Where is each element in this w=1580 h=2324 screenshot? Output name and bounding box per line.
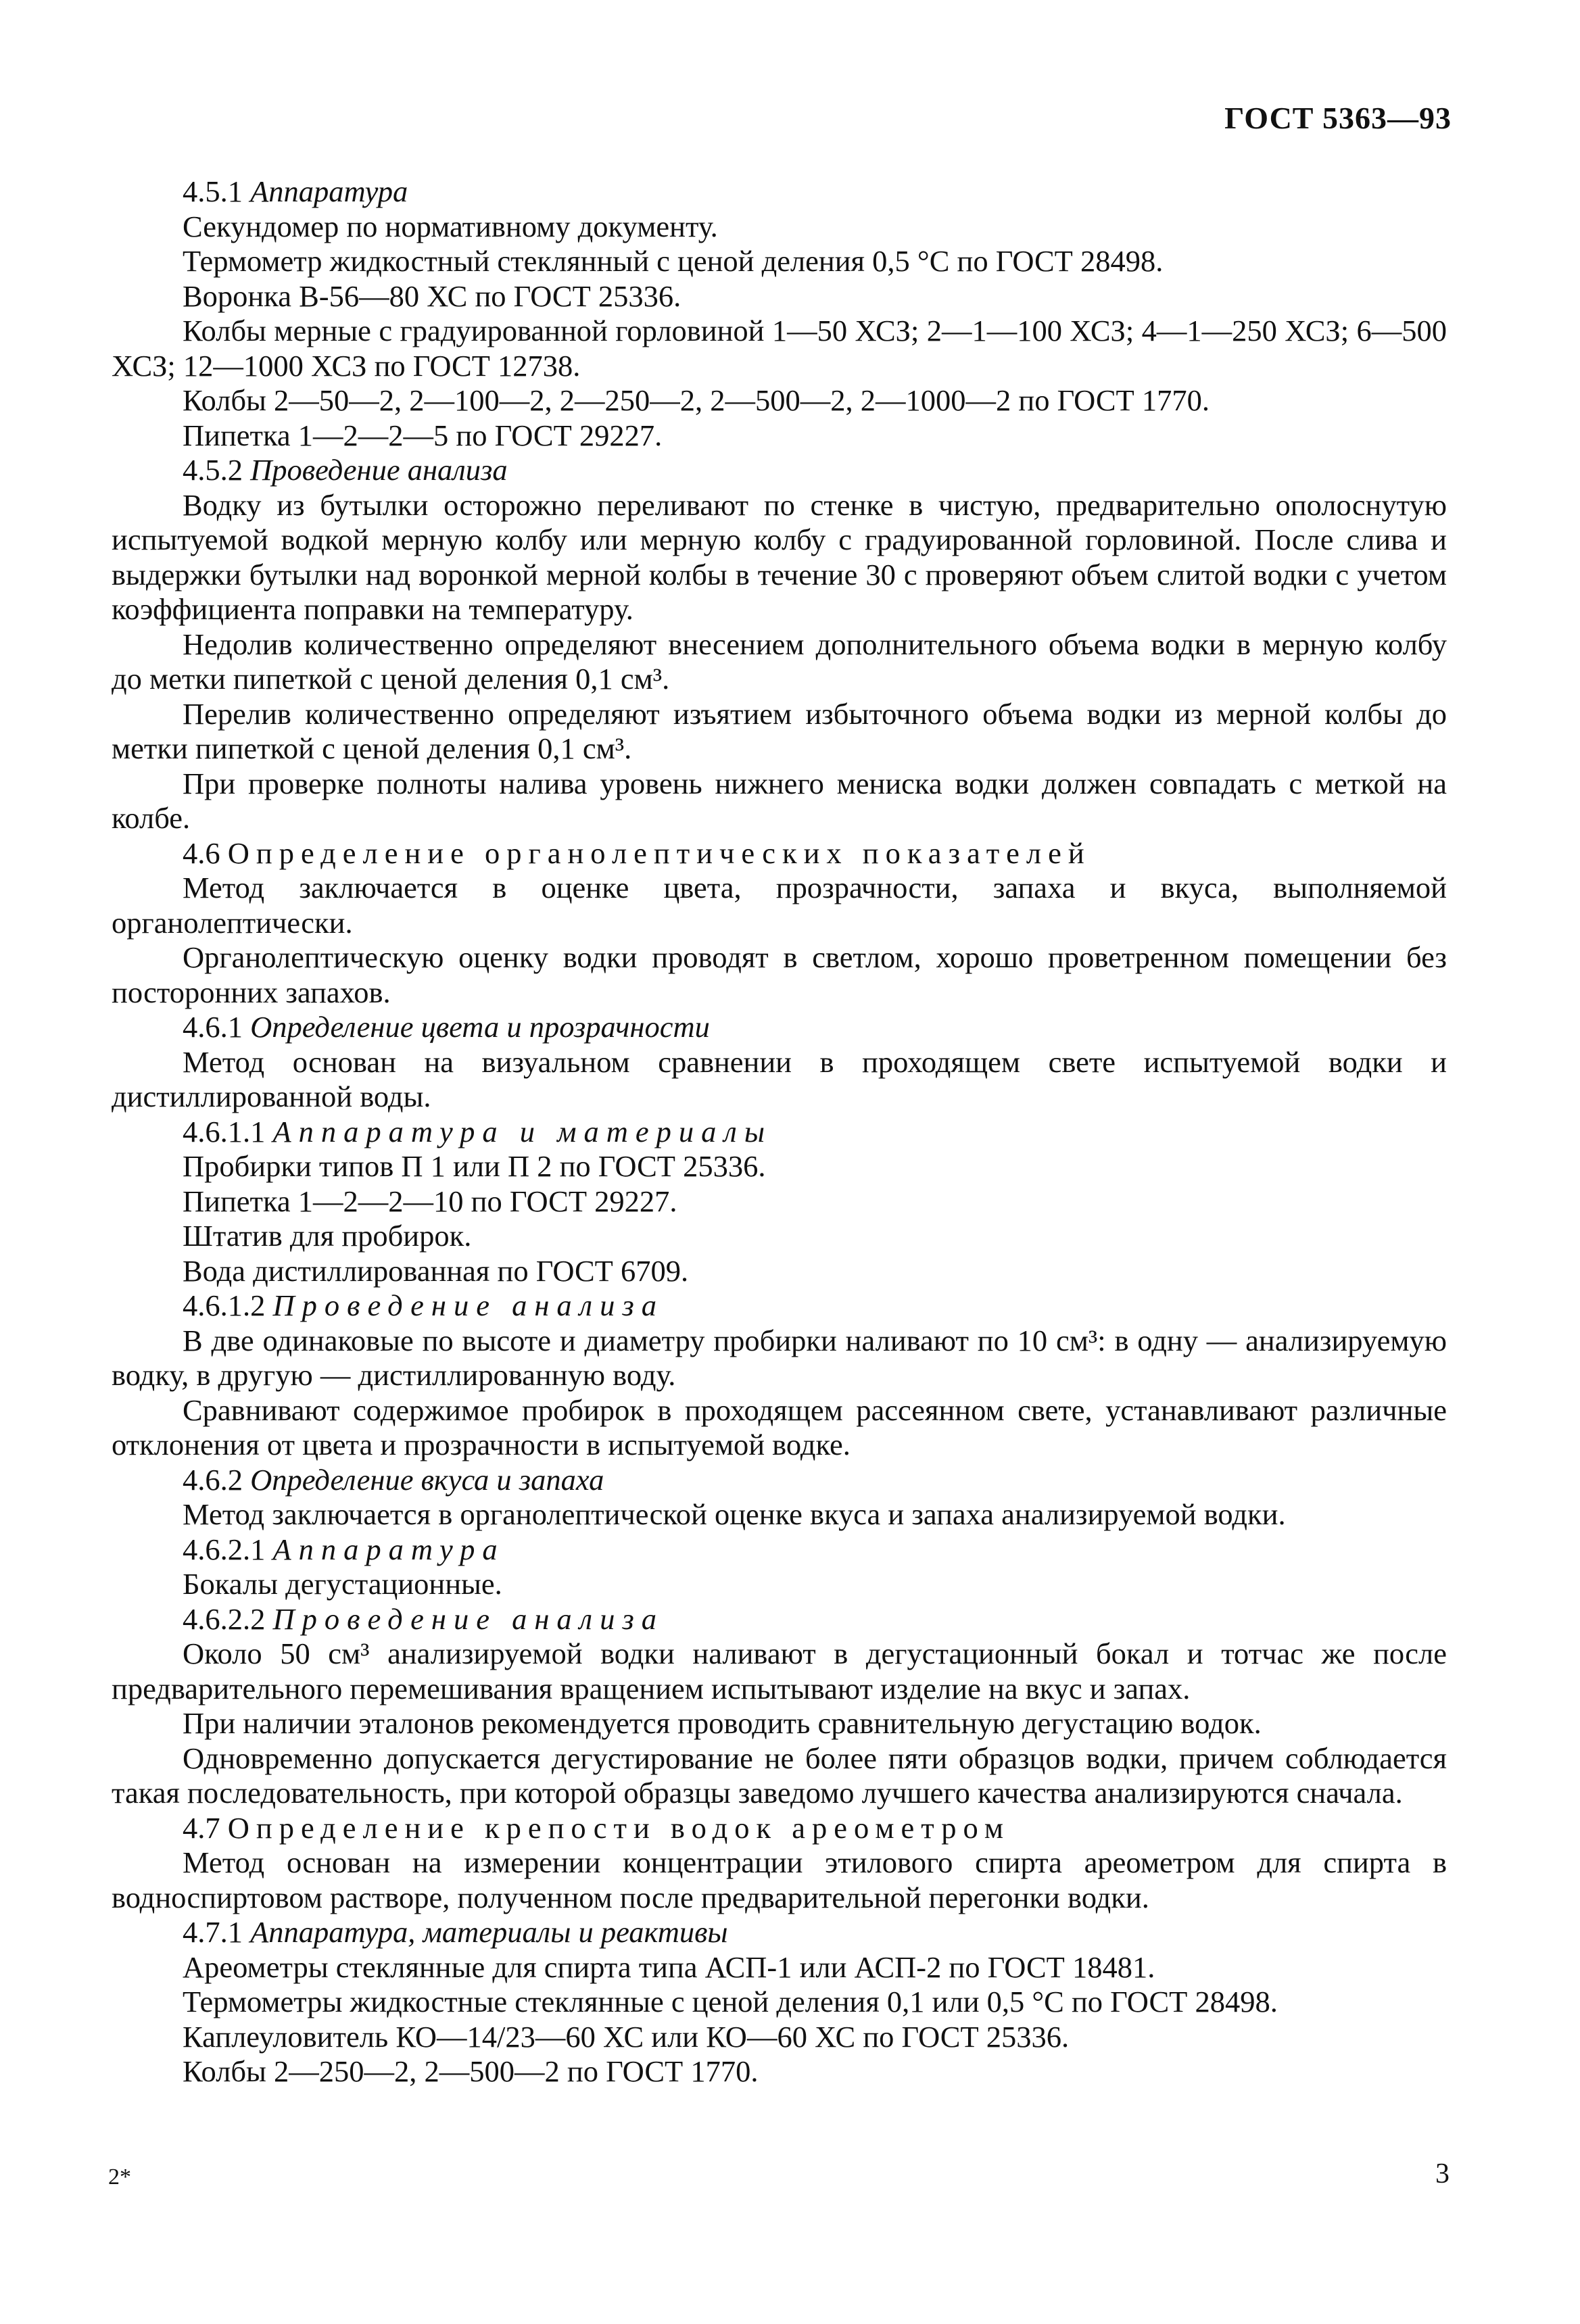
section-heading <box>112 1288 1447 1324</box>
section-title: Аппаратура, материалы и реактивы <box>250 1915 728 1949</box>
paragraph: Колбы 2—250—2, 2—500—2 по ГОСТ 1770. <box>183 2054 759 2088</box>
section-heading <box>112 1010 1447 1045</box>
section-title: Аппаратура <box>250 174 408 208</box>
paragraph: Около 50 см³ анализируемой водки наливают в дегустационный бокал и тотчас же после предварительного перемешивания вращением испытывают изделие на вкус и запах. <box>112 1637 1447 1705</box>
section-title: Определение цвета и прозрачности <box>250 1010 710 1044</box>
paragraph: Водку из бутылки осторожно переливают по стенке в чистую, предварительно ополоснутую испытуемой водкой мерную колбу или мерную колбу с градуированной горловиной. После слива и выдержки бутылки над воронкой мерной колбы в течение 30 с проверяют объем слитой водки с учетом коэффициента поправки на температуру. <box>112 487 1447 626</box>
paragraph: Секундомер по нормативному документу. <box>183 209 718 243</box>
paragraph: Метод заключается в органолептической оценке вкуса и запаха анализируемой водки. <box>183 1497 1286 1531</box>
section-heading <box>112 1915 1447 1950</box>
paragraph: Метод основан на измерении концентрации этилового спирта ареометром для спирта в водноспиртовом растворе, полученном после предварительной перегонки водки. <box>112 1845 1447 1914</box>
paragraph: Колбы 2—50—2, 2—100—2, 2—250—2, 2—500—2, 2—1000—2 по ГОСТ 1770. <box>183 383 1210 417</box>
document-id-header: ГОСТ 5363—93 <box>1224 101 1452 135</box>
paragraph: Штатив для пробирок. <box>183 1219 472 1253</box>
paragraph: Бокалы дегустационные. <box>183 1567 502 1601</box>
section-number: 4.5.2 <box>183 453 243 487</box>
paragraph: Колбы мерные с градуированной горловиной 1—50 ХСЗ; 2—1—100 ХСЗ; 4—1—250 ХСЗ; 6—500 ХСЗ; 12—1000 ХСЗ по ГОСТ 12738. <box>112 314 1447 383</box>
section-title: Определение органолептических показателей <box>227 836 1091 870</box>
section-title: Проведение анализа <box>272 1601 664 1636</box>
section-heading <box>112 836 1447 871</box>
paragraph: Воронка В-56—80 ХС по ГОСТ 25336. <box>183 279 681 313</box>
paragraph: Вода дистиллированная по ГОСТ 6709. <box>183 1253 689 1288</box>
section-title: Проведение анализа <box>250 453 508 487</box>
section-heading <box>112 1115 1447 1150</box>
section-heading <box>112 1463 1447 1498</box>
paragraph: Ареометры стеклянные для спирта типа АСП-1 или АСП-2 по ГОСТ 18481. <box>183 1950 1155 1984</box>
section-number: 4.6.1.2 <box>183 1288 266 1322</box>
section-number: 4.7.1 <box>183 1915 243 1949</box>
section-title: Определение вкуса и запаха <box>250 1462 604 1497</box>
section-number: 4.6.2.1 <box>183 1532 266 1566</box>
paragraph: Одновременно допускается дегустирование не более пяти образцов водки, причем соблюдается такая последовательность, при которой образцы заведомо лучшего качества анализируются сначала. <box>112 1741 1447 1810</box>
section-title: Проведение анализа <box>272 1288 664 1322</box>
paragraph: Термометр жидкостный стеклянный с ценой деления 0,5 °С по ГОСТ 28498. <box>183 244 1164 278</box>
section-title: Аппаратура <box>272 1532 505 1566</box>
paragraph: Недолив количественно определяют внесением дополнительного объема водки в мерную колбу до метки пипеткой с ценой деления 0,1 см³. <box>112 627 1447 696</box>
paragraph: При проверке полноты налива уровень нижнего мениска водки должен совпадать с меткой на колбе. <box>112 766 1447 835</box>
page-number: 3 <box>1435 2158 1450 2189</box>
section-heading <box>112 1811 1447 1846</box>
document-body <box>112 174 1447 2089</box>
signature-mark: 2* <box>108 2164 131 2189</box>
paragraph: Каплеуловитель КО—14/23—60 ХС или КО—60 ХС по ГОСТ 25336. <box>183 2019 1070 2054</box>
section-number: 4.6.2.2 <box>183 1601 266 1636</box>
section-heading <box>112 174 1447 210</box>
paragraph: Органолептическую оценку водки проводят в светлом, хорошо проветренном помещении без посторонних запахов. <box>112 940 1447 1009</box>
paragraph: Пипетка 1—2—2—10 по ГОСТ 29227. <box>183 1184 677 1218</box>
paragraph: Пипетка 1—2—2—5 по ГОСТ 29227. <box>183 418 663 452</box>
section-number: 4.6 <box>183 836 220 870</box>
section-number: 4.5.1 <box>183 174 243 208</box>
paragraph: При наличии эталонов рекомендуется проводить сравнительную дегустацию водок. <box>183 1706 1262 1740</box>
section-title: Аппаратура и материалы <box>272 1114 772 1148</box>
section-heading <box>112 453 1447 488</box>
paragraph: В две одинаковые по высоте и диаметру пробирки наливают по 10 см³: в одну — анализируемую водку, в другую — дистиллированную воду. <box>112 1323 1447 1392</box>
section-number: 4.6.2 <box>183 1462 243 1497</box>
section-title: Определение крепости водок ареометром <box>227 1810 1011 1845</box>
section-heading <box>112 1602 1447 1637</box>
paragraph: Сравнивают содержимое пробирок в проходящем рассеянном свете, устанавливают различные отклонения от цвета и прозрачности в испытуемой водке. <box>112 1393 1447 1461</box>
section-number: 4.7 <box>183 1810 220 1845</box>
paragraph: Термометры жидкостные стеклянные с ценой деления 0,1 или 0,5 °С по ГОСТ 28498. <box>183 1985 1278 2018</box>
paragraph: Метод заключается в оценке цвета, прозрачности, запаха и вкуса, выполняемой органолептически. <box>112 871 1447 940</box>
section-number: 4.6.1.1 <box>183 1114 266 1148</box>
paragraph: Перелив количественно определяют изъятием избыточного объема водки из мерной колбы до метки пипеткой с ценой деления 0,1 см³. <box>112 696 1447 765</box>
paragraph: Метод основан на визуальном сравнении в проходящем свете испытуемой водки и дистиллированной воды. <box>112 1044 1447 1113</box>
section-heading <box>112 1532 1447 1568</box>
section-number: 4.6.1 <box>183 1010 243 1044</box>
paragraph: Пробирки типов П 1 или П 2 по ГОСТ 25336. <box>183 1149 766 1183</box>
